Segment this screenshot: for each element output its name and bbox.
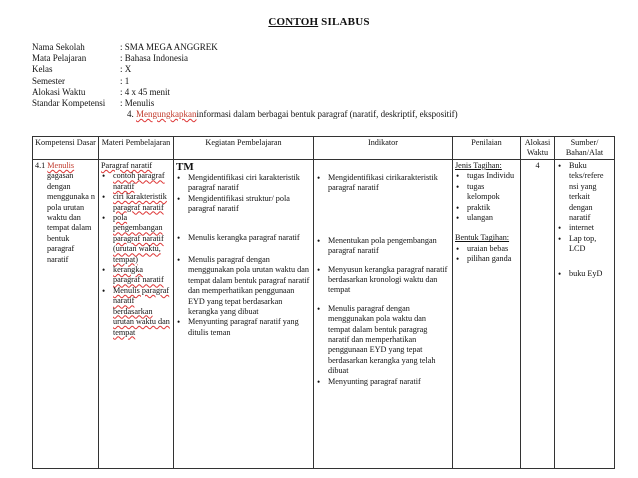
list-item: • kerangka paragraf naratif (111, 265, 171, 286)
meta-value: : Menulis (120, 98, 155, 109)
cell-alokasi: 4 (521, 160, 555, 469)
list-item: • Menyusun kerangka paragraf naratif berdasarkan kronologi waktu dan tempat (326, 265, 450, 296)
standar-kompetensi-line (32, 109, 458, 120)
list-item: • Lap top, LCD (567, 234, 612, 255)
meta-value: : 1 (120, 75, 130, 86)
penilaian-bentuk-list (455, 244, 518, 265)
list-item: • Menyunting paragraf naratif (326, 377, 450, 387)
meta-row (32, 76, 458, 87)
meta-row (32, 53, 458, 64)
list-item: • contoh paragraf naratif (111, 171, 171, 192)
list-item: • tugas kelompok (465, 182, 518, 203)
header-indikator: Indikator (314, 137, 453, 160)
meta-key: Semester (32, 75, 65, 86)
list-item: • internet (567, 223, 612, 233)
meta-value: : X (120, 64, 132, 75)
header-sumber: Sumber/ Bahan/Alat (555, 137, 615, 160)
materi-list (101, 171, 171, 338)
list-item: • Mengidentifikasi struktur/ pola paragraf naratif (186, 194, 311, 215)
document-title (0, 16, 638, 28)
standar-prefix: 4. (127, 109, 134, 120)
cell-penilaian (453, 160, 521, 469)
list-item: • Menulis paragraf dengan menggunakan pola waktu dan tempat dalam bentuk paragrag naratif dan memperhatikan penggunaan EYD yang tepat berdasarkan kerangka yang telah dibuat (326, 304, 450, 377)
list-item: • Menulis paragraf naratif berdasarkan urutan waktu dan tempat (111, 286, 171, 338)
list-item: • ciri karakteristik paragraf naratif (111, 192, 171, 213)
meta-row (32, 64, 458, 75)
list-item: • tugas Individu (465, 171, 518, 181)
list-item: • Menentukan pola pengembangan paragraf naratif (326, 236, 450, 257)
meta-key: Standar Kompetensi (32, 98, 106, 109)
materi-heading: Paragraf naratif (101, 161, 153, 170)
penilaian-bentuk-label: Bentuk Tagihan: (455, 233, 510, 243)
meta-row (32, 98, 458, 109)
standar-highlight: Mengungkapkan (136, 109, 197, 120)
title-rest: SILABUS (318, 16, 370, 28)
list-item: • Menyunting paragraf naratif yang ditulis teman (186, 317, 311, 338)
cell-kompetensi (33, 160, 99, 469)
kegiatan-tm: TM (176, 161, 194, 173)
standar-rest: informasi dalam berbagai bentuk paragraf (naratif, deskriptif, ekspositif) (196, 109, 458, 120)
header-kegiatan: Kegiatan Pembelajaran (174, 137, 314, 160)
list-item: • Mengidentifikasi cirikarakteristik paragraf naratif (326, 173, 450, 194)
list-item: • Mengidentifikasi ciri karakteristik paragraf naratif (186, 173, 311, 194)
meta-value: : SMA MEGA ANGGREK (120, 42, 218, 52)
title-underlined: CONTOH (268, 16, 319, 28)
syllabus-table (32, 136, 615, 469)
list-item: • pilihan ganda (465, 254, 518, 264)
meta-row (32, 87, 458, 98)
list-item: • buku EyD (567, 269, 612, 279)
penilaian-jenis-list (455, 171, 518, 223)
header-kompetensi: Kompetensi Dasar (33, 137, 99, 160)
list-item: • pola pengembangan paragraf naratif (urutan waktu, tempat) (111, 213, 171, 265)
header-materi: Materi Pembelajaran (99, 137, 174, 160)
cell-kegiatan (174, 160, 314, 469)
table-row (33, 160, 615, 469)
meta-key: Alokasi Waktu (32, 86, 86, 97)
meta-key: Kelas (32, 64, 53, 75)
list-item: • uraian bebas (465, 244, 518, 254)
metadata-block (32, 42, 458, 120)
header-alokasi: Alokasi Waktu (521, 137, 555, 160)
list-item: • Buku teks/refere nsi yang terkait dengan naratif (567, 161, 612, 223)
meta-key: Nama Sekolah (32, 42, 85, 52)
sumber-list (557, 161, 612, 279)
kompetensi-text: gagasan dengan menggunaka n pola urutan waktu dan tempat dalam bentuk paragraf naratif (47, 171, 95, 264)
indikator-list (316, 161, 450, 387)
meta-value: : 4 x 45 menit (120, 86, 170, 97)
kompetensi-highlight: Menulis (47, 161, 75, 170)
penilaian-jenis-label: Jenis Tagihan: (455, 161, 502, 170)
meta-row (32, 42, 458, 53)
header-penilaian: Penilaian (453, 137, 521, 160)
meta-key: Mata Pelajaran (32, 53, 87, 64)
meta-value: : Bahasa Indonesia (120, 53, 188, 64)
cell-sumber (555, 160, 615, 469)
cell-materi (99, 160, 174, 469)
kompetensi-number: 4.1 (35, 161, 48, 170)
list-item: • Menulis paragraf dengan menggunakan pola urutan waktu dan tempat dalam bentuk paragraf naratif dan memperhatikan penggunaan EYD yang tepat berdasarkan kerangka yang dibuat (186, 255, 311, 317)
kegiatan-list (176, 173, 311, 338)
list-item: • ulangan (465, 213, 518, 223)
cell-indikator (314, 160, 453, 469)
table-header-row (33, 137, 615, 160)
list-item: • praktik (465, 203, 518, 213)
list-item: • Menulis kerangka paragraf naratif (186, 233, 311, 243)
